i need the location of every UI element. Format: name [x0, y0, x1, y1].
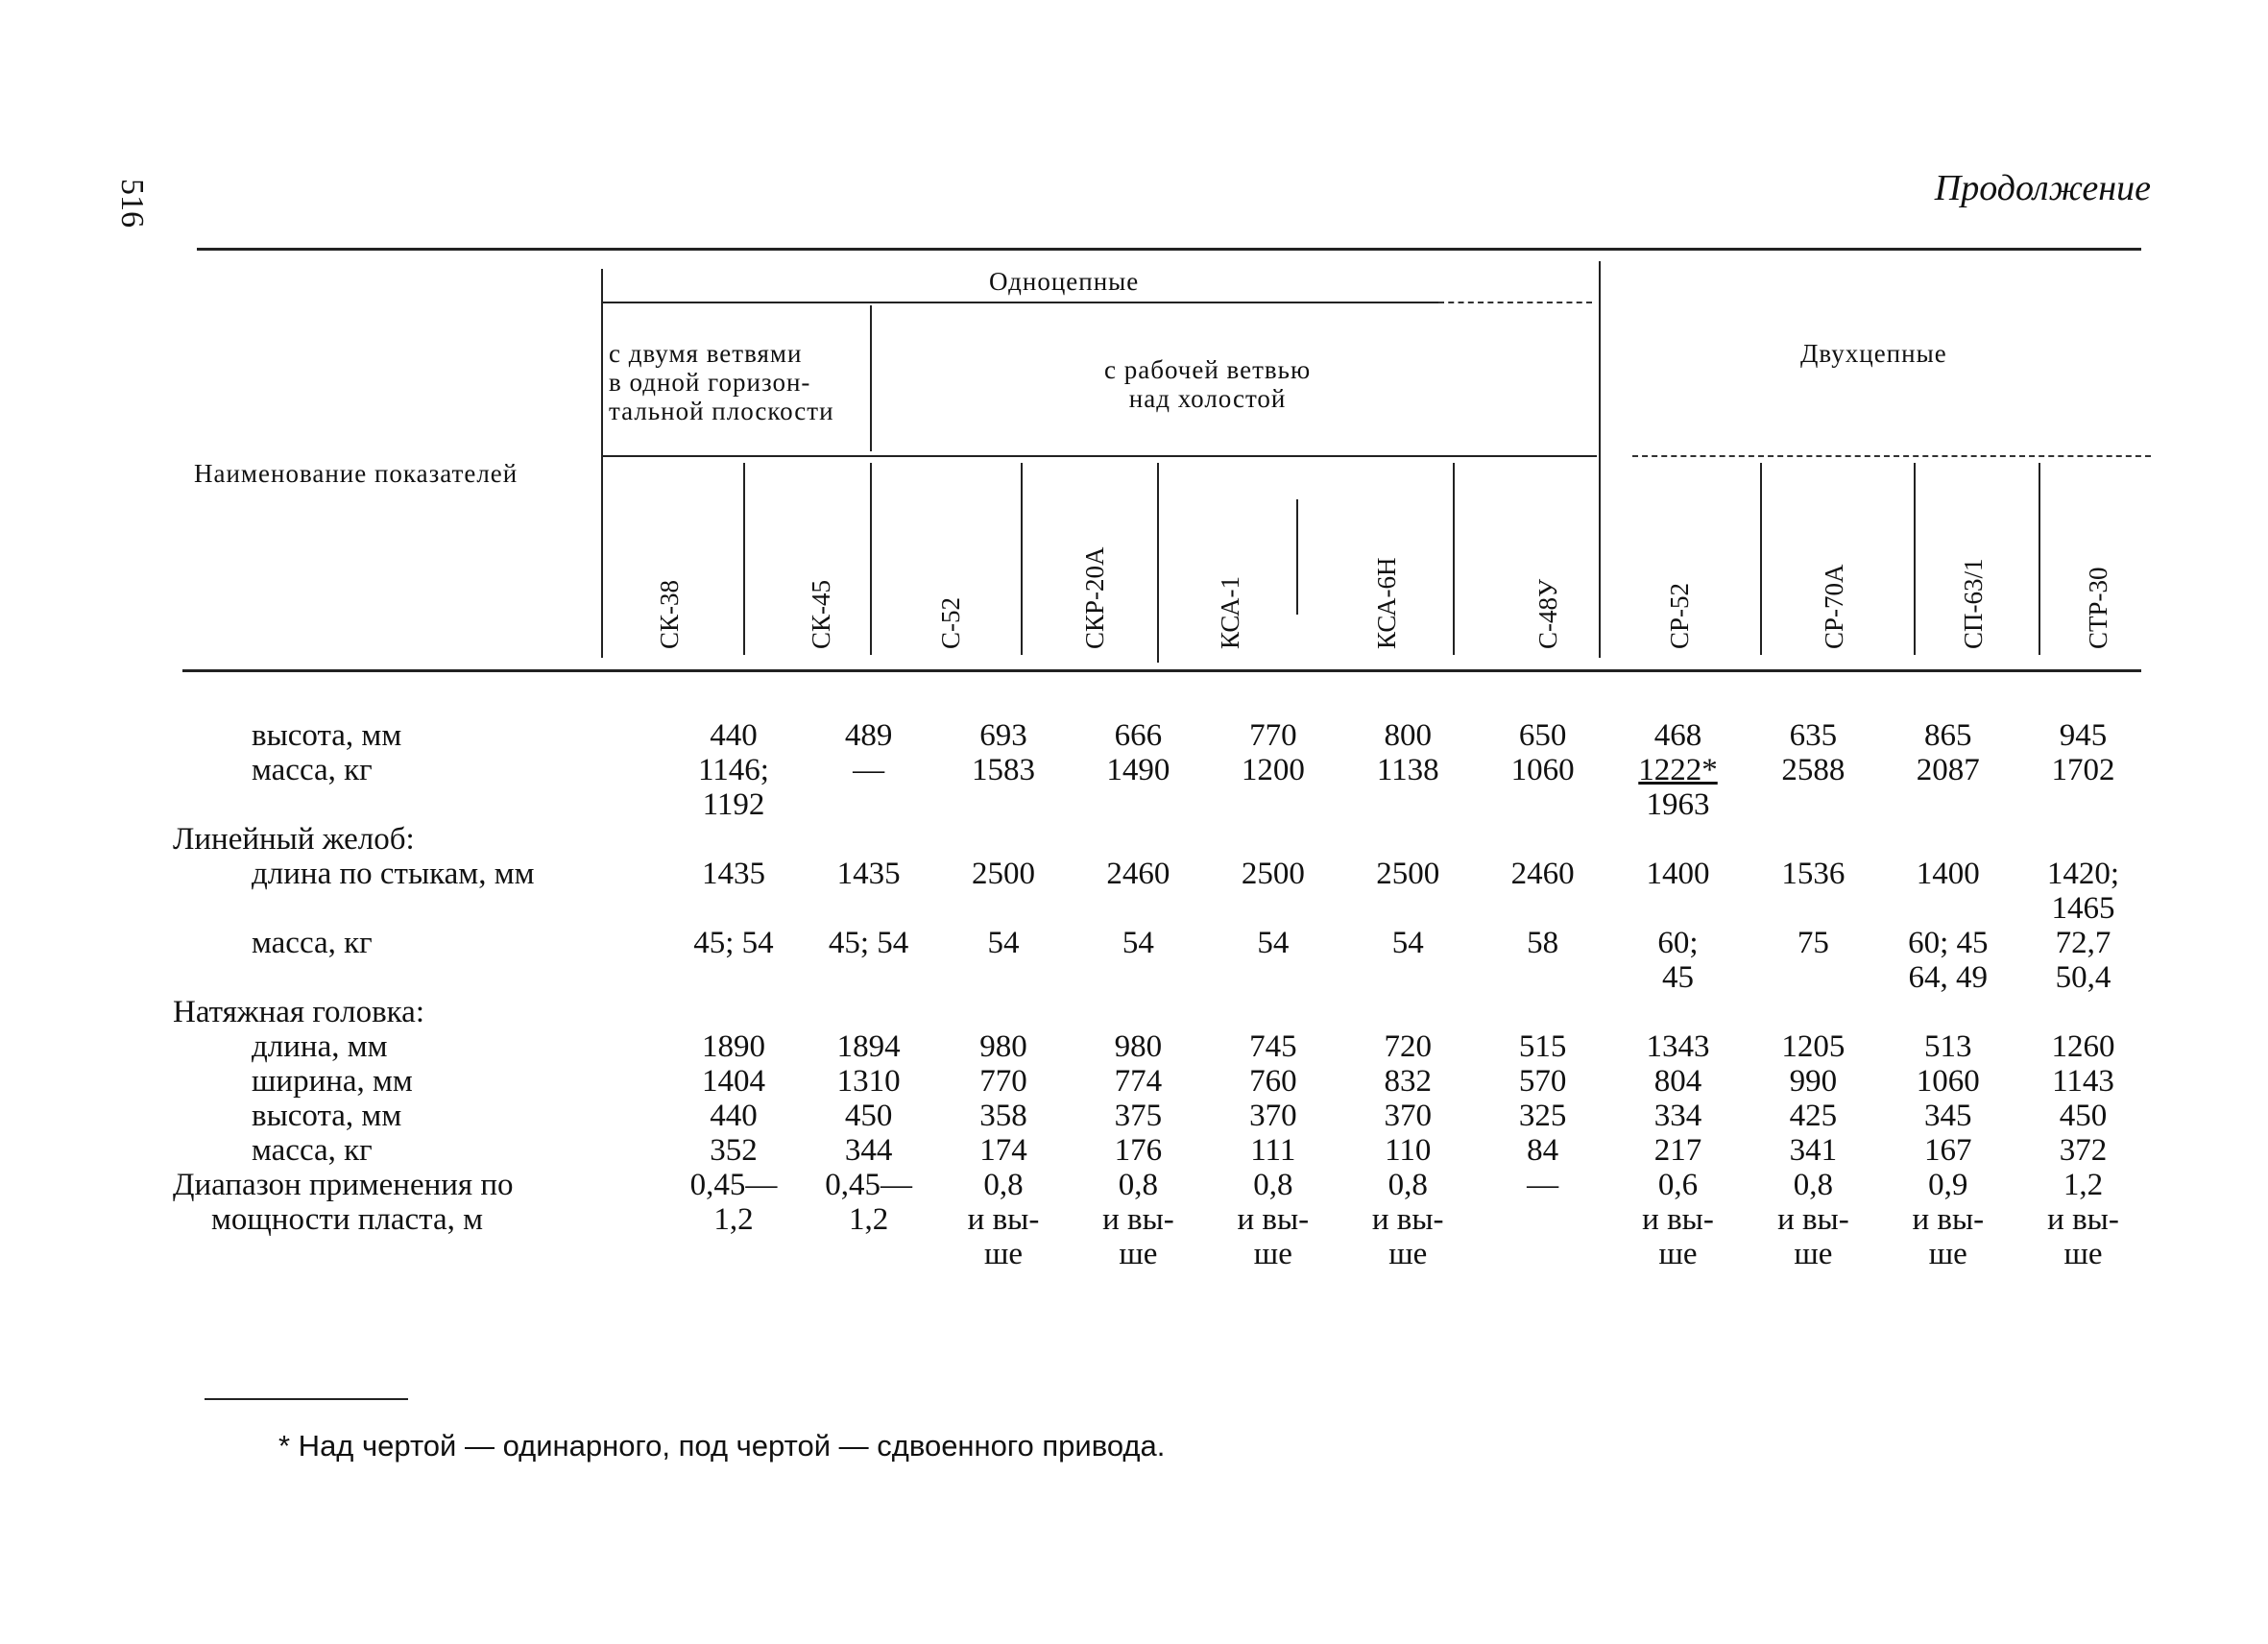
table-cell: [1206, 822, 1340, 857]
table-cell: 720: [1384, 1029, 1432, 1064]
column-label: СР-70А: [1820, 564, 1848, 649]
row-label: длина, мм: [252, 1029, 388, 1064]
row-label: [173, 960, 666, 995]
table-cell: 0,9: [1928, 1168, 1968, 1202]
table-cell: [1746, 822, 1880, 857]
row-label: [173, 787, 666, 822]
table-cell: 217: [1653, 1133, 1702, 1168]
table-cell: [2015, 822, 2151, 857]
row-label: длина по стыкам, мм: [252, 857, 535, 891]
table-cell: [936, 960, 1071, 995]
table-cell: 0,45—: [689, 1168, 778, 1202]
row-label: Натяжная головка:: [173, 995, 425, 1029]
table-cell: —: [1527, 1168, 1559, 1202]
row-label: ширина, мм: [252, 1064, 413, 1099]
table-row: [173, 787, 2151, 822]
table-cell: [1610, 995, 1746, 1029]
table-cell: 2500: [1241, 857, 1305, 891]
table-cell: 344: [844, 1133, 893, 1168]
header-divider: [870, 305, 872, 451]
table-cell: 1963: [1646, 787, 1710, 822]
table-cell: 45; 54: [693, 926, 774, 960]
table-cell: и вы-: [1237, 1202, 1310, 1237]
table-cell: 513: [1924, 1029, 1972, 1064]
table-row: [173, 718, 2151, 753]
header-divider: [1599, 261, 1601, 658]
table-cell: 1536: [1781, 857, 1846, 891]
table-cell: 980: [1114, 1029, 1163, 1064]
table-cell: 1143: [2052, 1064, 2114, 1099]
table-cell: [1746, 787, 1880, 822]
column-label: КСА-6Н: [1372, 557, 1401, 649]
top-rule: [197, 248, 2141, 251]
table-cell: ше: [1794, 1237, 1833, 1271]
table-cell: —: [853, 753, 885, 787]
column-label: СП-63/1: [1959, 558, 1988, 649]
header-divider: [1157, 463, 1159, 663]
table-cell: [801, 822, 935, 857]
table-cell: 693: [979, 718, 1027, 753]
table-cell: [1881, 891, 2015, 926]
table-cell: 1702: [2051, 753, 2115, 787]
table-row: [173, 857, 2151, 891]
table-cell: 341: [1789, 1133, 1838, 1168]
table-cell: 111: [1250, 1133, 1296, 1168]
table-row: [173, 822, 2151, 857]
table-cell: 352: [710, 1133, 758, 1168]
table-cell: 760: [1249, 1064, 1297, 1099]
table-cell: 990: [1789, 1064, 1838, 1099]
table-cell: 45; 54: [828, 926, 909, 960]
header-divider: [1760, 463, 1762, 655]
table-cell: 174: [979, 1133, 1027, 1168]
table-cell: 2500: [1376, 857, 1440, 891]
table-cell: [666, 891, 802, 926]
table-cell: [1071, 960, 1205, 995]
table-cell: [801, 960, 935, 995]
table-cell: [1475, 995, 1609, 1029]
table-cell: [666, 995, 802, 1029]
table-cell: 0,8: [1253, 1168, 1293, 1202]
table-cell: 2588: [1781, 753, 1846, 787]
table-cell: 468: [1653, 718, 1702, 753]
table-cell: 372: [2059, 1133, 2108, 1168]
header-subrule: [1438, 302, 1592, 303]
table-cell: 64, 49: [1908, 960, 1989, 995]
table-cell: 1583: [972, 753, 1035, 787]
table-cell: и вы-: [2047, 1202, 2119, 1237]
table-cell: ше: [1388, 1237, 1428, 1271]
row-label: масса, кг: [252, 1133, 373, 1168]
footnote: * Над чертой — одинарного, под чертой — сдвоенного привода.: [278, 1429, 1166, 1463]
header-divider: [1453, 463, 1455, 655]
row-label: масса, кг: [252, 926, 373, 960]
table-cell: 2460: [1510, 857, 1575, 891]
table-cell: 1,2: [848, 1202, 889, 1237]
table-row: [173, 960, 2151, 995]
column-label: СР-52: [1665, 582, 1694, 649]
table-cell: 570: [1518, 1064, 1567, 1099]
table-cell: 1400: [1916, 857, 1980, 891]
table-cell: 774: [1114, 1064, 1163, 1099]
table-cell: [1340, 891, 1475, 926]
table-cell: [1881, 995, 2015, 1029]
table-cell: 489: [844, 718, 893, 753]
table-cell: 54: [1391, 926, 1424, 960]
header-subrule: [603, 455, 1597, 457]
table-cell: 60; 45: [1908, 926, 1989, 960]
row-label: масса, кг: [252, 753, 373, 787]
table-cell: [666, 822, 802, 857]
table-cell: и вы-: [1642, 1202, 1714, 1237]
table-cell: [1475, 1237, 1609, 1271]
table-row: [173, 891, 2151, 926]
table-cell: [2015, 787, 2151, 822]
table-cell: [936, 787, 1071, 822]
table-cell: [2015, 995, 2151, 1029]
data-table: [173, 718, 2151, 1271]
table-cell: 450: [844, 1099, 893, 1133]
row-label: Линейный желоб:: [173, 822, 415, 857]
table-row: [173, 1133, 2151, 1168]
table-cell: 832: [1384, 1064, 1432, 1099]
table-row: [173, 1168, 2151, 1202]
table-cell: 75: [1797, 926, 1829, 960]
table-cell: 1205: [1781, 1029, 1846, 1064]
table-cell: ше: [1658, 1237, 1698, 1271]
page-number: 516: [114, 179, 150, 228]
row-label: высота, мм: [252, 1099, 402, 1133]
header-bottom-rule: [182, 669, 2141, 672]
table-cell: [1881, 822, 2015, 857]
table-cell: [666, 1237, 802, 1271]
header-divider: [1296, 499, 1298, 615]
table-cell: [1340, 822, 1475, 857]
table-cell: [1746, 995, 1880, 1029]
table-cell: 45: [1662, 960, 1694, 995]
table-cell: 60;: [1657, 926, 1699, 960]
table-cell: 450: [2059, 1099, 2108, 1133]
table-cell: 1200: [1241, 753, 1305, 787]
row-label: Диапазон применения по: [173, 1168, 514, 1202]
table-cell: ше: [2063, 1237, 2103, 1271]
table-cell: 0,45—: [825, 1168, 912, 1202]
single-chain-header: Одноцепные: [989, 267, 1140, 296]
two-branches-header: с двумя ветвями в одной горизон- тальной плоскости: [609, 339, 834, 425]
table-row: [173, 1029, 2151, 1064]
header-subrule: [603, 302, 1438, 303]
table-cell: [1881, 787, 2015, 822]
table-cell: 358: [979, 1099, 1027, 1133]
table-cell: 440: [710, 1099, 758, 1133]
header-divider: [743, 463, 745, 655]
table-cell: 945: [2059, 718, 2108, 753]
table-cell: 58: [1527, 926, 1559, 960]
table-cell: [936, 891, 1071, 926]
table-cell: [936, 822, 1071, 857]
table-cell: 345: [1924, 1099, 1972, 1133]
table-cell: 770: [1249, 718, 1297, 753]
continuation-label: Продолжение: [1934, 168, 2151, 208]
table-cell: 1420;: [2046, 857, 2120, 891]
table-cell: 1400: [1646, 857, 1710, 891]
row-label: [173, 891, 666, 926]
table-cell: 370: [1384, 1099, 1432, 1133]
row-label: высота, мм: [252, 718, 402, 753]
table-cell: 370: [1249, 1099, 1297, 1133]
double-chain-header: Двухцепные: [1800, 339, 1947, 368]
footnote-rule: [205, 1398, 408, 1400]
table-cell: 650: [1518, 718, 1567, 753]
table-cell: 1,2: [2063, 1168, 2104, 1202]
table-cell: 745: [1249, 1029, 1297, 1064]
table-cell: [1206, 960, 1340, 995]
table-cell: 0,8: [1118, 1168, 1159, 1202]
table-cell: [801, 787, 935, 822]
table-cell: 325: [1518, 1099, 1567, 1133]
table-cell: [1071, 995, 1205, 1029]
table-cell: 865: [1924, 718, 1972, 753]
table-cell: 2087: [1916, 753, 1980, 787]
table-cell: 1310: [836, 1064, 901, 1099]
table-cell: 1,2: [713, 1202, 754, 1237]
table-cell: [936, 995, 1071, 1029]
table-cell: и вы-: [1371, 1202, 1444, 1237]
table-cell: [1340, 787, 1475, 822]
table-cell: [1746, 960, 1880, 995]
table-cell: 2460: [1106, 857, 1170, 891]
table-cell: [801, 1237, 935, 1271]
table-cell: [1475, 960, 1609, 995]
table-cell: [1475, 822, 1609, 857]
table-cell: 54: [987, 926, 1020, 960]
header-divider: [870, 463, 872, 655]
table-cell: 84: [1527, 1133, 1559, 1168]
column-label: С-48У: [1533, 578, 1562, 649]
table-cell: 1435: [836, 857, 901, 891]
table-cell: [1746, 891, 1880, 926]
working-over-idle-header: с рабочей ветвью над холостой: [1104, 355, 1312, 413]
column-label: КСА-1: [1216, 576, 1244, 649]
table-cell: [1475, 1202, 1609, 1237]
table-cell: ше: [1253, 1237, 1292, 1271]
table-cell: [1071, 787, 1205, 822]
table-cell: и вы-: [967, 1202, 1040, 1237]
table-cell: 1435: [701, 857, 765, 891]
table-cell: 425: [1789, 1099, 1838, 1133]
table-row: [173, 753, 2151, 787]
table-row: [173, 1099, 2151, 1133]
table-cell: 635: [1789, 718, 1838, 753]
table-cell: 50,4: [2055, 960, 2111, 995]
table-cell: 0,6: [1657, 1168, 1699, 1202]
table-cell: 980: [979, 1029, 1027, 1064]
table-cell: 1404: [701, 1064, 765, 1099]
table-cell: 1343: [1646, 1029, 1710, 1064]
table-cell: ше: [1119, 1237, 1158, 1271]
table-cell: и вы-: [1912, 1202, 1985, 1237]
table-cell: 440: [710, 718, 758, 753]
table-cell: [1610, 822, 1746, 857]
column-label: СТР-30: [2084, 567, 2112, 649]
table-row: [173, 926, 2151, 960]
table-cell: 1222*: [1638, 753, 1718, 787]
header-subrule: [1632, 455, 2151, 457]
table-cell: ше: [983, 1237, 1024, 1271]
table-cell: [1340, 995, 1475, 1029]
table-cell: [1206, 995, 1340, 1029]
table-cell: 804: [1653, 1064, 1702, 1099]
table-cell: 666: [1114, 718, 1163, 753]
table-cell: [1206, 891, 1340, 926]
table-cell: ше: [1928, 1237, 1967, 1271]
table-cell: [1475, 891, 1609, 926]
table-cell: [1475, 787, 1609, 822]
table-cell: 334: [1653, 1099, 1702, 1133]
table-cell: 770: [979, 1064, 1027, 1099]
table-cell: 1060: [1510, 753, 1575, 787]
table-row: [173, 1202, 2151, 1237]
table-cell: и вы-: [1102, 1202, 1174, 1237]
table-cell: и вы-: [1777, 1202, 1849, 1237]
table-cell: 1060: [1916, 1064, 1980, 1099]
table-cell: 1260: [2051, 1029, 2115, 1064]
table-cell: 515: [1518, 1029, 1567, 1064]
table-cell: 1138: [1376, 753, 1439, 787]
table-cell: 54: [1122, 926, 1154, 960]
table-row: [173, 1237, 2151, 1271]
table-cell: 375: [1114, 1099, 1163, 1133]
row-label-header: Наименование показателей: [194, 459, 519, 488]
row-label: [173, 1237, 666, 1271]
table-cell: 1490: [1106, 753, 1170, 787]
table-cell: 54: [1257, 926, 1290, 960]
header-divider: [1914, 463, 1916, 655]
table-cell: 72,7: [2055, 926, 2111, 960]
table-cell: 1192: [702, 787, 765, 822]
table-cell: 0,8: [983, 1168, 1024, 1202]
table-cell: 1465: [2051, 891, 2115, 926]
column-label: СКР-20А: [1080, 546, 1109, 649]
table-cell: [801, 891, 935, 926]
table-row: [173, 995, 2151, 1029]
table-cell: 167: [1924, 1133, 1972, 1168]
table-cell: [1610, 891, 1746, 926]
table-cell: 800: [1384, 718, 1432, 753]
table-cell: 2500: [972, 857, 1035, 891]
column-label: СК-45: [807, 579, 835, 649]
table-cell: [1206, 787, 1340, 822]
row-label: мощности пласта, м: [211, 1202, 484, 1237]
header-divider: [1021, 463, 1023, 655]
table-cell: [1340, 960, 1475, 995]
header-divider: [601, 269, 603, 658]
table-cell: 1894: [836, 1029, 901, 1064]
table-cell: 0,8: [1387, 1168, 1428, 1202]
table-row: [173, 1064, 2151, 1099]
table-cell: [1071, 822, 1205, 857]
table-cell: 110: [1385, 1133, 1432, 1168]
header-divider: [2039, 463, 2040, 655]
table-cell: [666, 960, 802, 995]
column-label: СК-38: [655, 579, 684, 649]
table-cell: 1890: [701, 1029, 765, 1064]
table-cell: [801, 995, 935, 1029]
table-cell: [1071, 891, 1205, 926]
table-cell: 0,8: [1793, 1168, 1834, 1202]
column-label: С-52: [936, 597, 965, 649]
table-cell: 1146;: [697, 753, 769, 787]
table-cell: 176: [1114, 1133, 1163, 1168]
